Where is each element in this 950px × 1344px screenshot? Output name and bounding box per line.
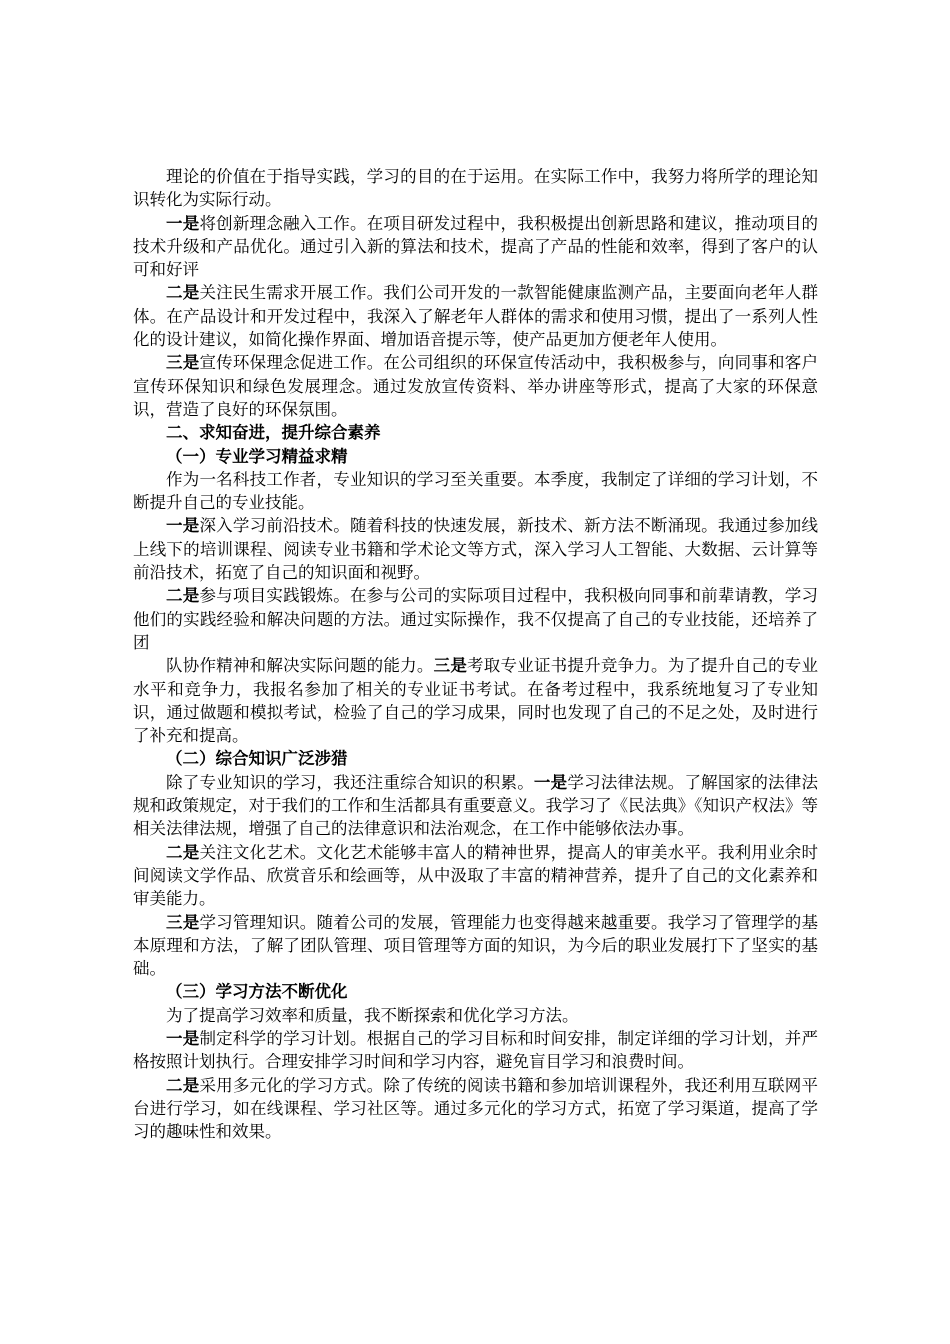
paragraph: 二是参与项目实践锻炼。在参与公司的实际项目过程中，我积极向同事和前辈请教，学习他们的实践经验和解决问题的方法。通过实际操作，我不仅提高了自己的专业技能，还培养了团	[133, 586, 819, 652]
enumerator: 二是	[166, 586, 200, 606]
subsection-heading: （一）专业学习精益求精	[166, 446, 348, 466]
paragraph: 一是深入学习前沿技术。随着科技的快速发展，新技术、新方法不断涌现。我通过参加线上线下的培训课程、阅读专业书籍和学术论文等方式，深入学习人工智能、大数据、云计算等前沿技术，拓宽了自己的知识面和视野。	[133, 516, 819, 583]
paragraph: 二是关注民生需求开展工作。我们公司开发的一款智能健康监测产品，主要面向老年人群体。在产品设计和开发过程中，我深入了解老年人群体的需求和使用习惯，提出了一系列人性化的设计建议，如简化操作界面、增加语音提示等，使产品更加方便老年人使用。	[133, 283, 819, 350]
paragraph: 理论的价值在于指导实践，学习的目的在于运用。在实际工作中，我努力将所学的理论知识转化为实际行动。	[133, 167, 818, 210]
paragraph: 二是关注文化艺术。文化艺术能够丰富人的精神世界，提高人的审美水平。我利用业余时间阅读文学作品、欣赏音乐和绘画等，从中汲取了丰富的精神营养，提升了自己的文化素养和审美能力。	[133, 842, 819, 909]
paragraph: 一是将创新理念融入工作。在项目研发过程中，我积极提出创新思路和建议，推动项目的技术升级和产品优化。通过引入新的算法和技术，提高了产品的性能和效率，得到了客户的认可和好评	[133, 213, 819, 280]
paragraph: 二是采用多元化的学习方式。除了传统的阅读书籍和参加培训课程外，我还利用互联网平台进行学习，如在线课程、学习社区等。通过多元化的学习方式，拓宽了学习渠道，提高了学习的趣味性和效果。	[133, 1075, 819, 1142]
enumerator: 一是	[166, 213, 200, 233]
paragraph: 三是学习管理知识。随着公司的发展，管理能力也变得越来越重要。我学习了管理学的基本原理和方法，了解了团队管理、项目管理等方面的知识，为今后的职业发展打下了坚实的基础。	[133, 912, 819, 979]
paragraph: 除了专业知识的学习，我还注重综合知识的积累。一是学习法律法规。了解国家的法律法规和政策规定，对于我们的工作和生活都具有重要意义。我学习了《民法典》《知识产权法》等相关法律法规，增强了自己的法律意识和法治观念，在工作中能够依法办事。	[133, 772, 819, 839]
paragraph: 一是制定科学的学习计划。根据自己的学习目标和时间安排，制定详细的学习计划，并严格按照计划执行。合理安排学习时间和学习内容，避免盲目学习和浪费时间。	[133, 1028, 819, 1072]
enumerator: 三是	[166, 353, 200, 373]
enumerator: 一是	[533, 772, 568, 792]
enumerator: 一是	[166, 1028, 200, 1048]
enumerator: 三是	[166, 912, 200, 932]
enumerator: 一是	[166, 516, 200, 536]
subsection-heading: （二）综合知识广泛涉猎	[166, 749, 348, 769]
enumerator: 二是	[166, 842, 200, 862]
document-body	[133, 165, 818, 1143]
paragraph: 队协作精神和解决实际问题的能力。三是考取专业证书提升竞争力。为了提升自己的专业水平和竞争力，我报名参加了相关的专业证书考试。在备考过程中，我系统地复习了专业知识，通过做题和模拟考试，检验了自己的学习成果，同时也发现了自己的不足之处，及时进行了补充和提高。	[133, 656, 819, 746]
enumerator: 二是	[166, 283, 200, 303]
subsection-heading: （三）学习方法不断优化	[166, 982, 348, 1002]
paragraph: 为了提高学习效率和质量，我不断探索和优化学习方法。	[166, 1005, 579, 1025]
paragraph: 三是宣传环保理念促进工作。在公司组织的环保宣传活动中，我积极参与，向同事和客户宣传环保知识和绿色发展理念。通过发放宣传资料、举办讲座等形式，提高了大家的环保意识，营造了良好的环保氛围。	[133, 353, 819, 419]
enumerator: 二是	[166, 1075, 200, 1095]
section-heading: 二、求知奋进，提升综合素养	[166, 423, 381, 443]
enumerator: 三是	[433, 656, 468, 676]
paragraph: 作为一名科技工作者，专业知识的学习至关重要。本季度，我制定了详细的学习计划，不断提升自己的专业技能。	[133, 469, 818, 513]
